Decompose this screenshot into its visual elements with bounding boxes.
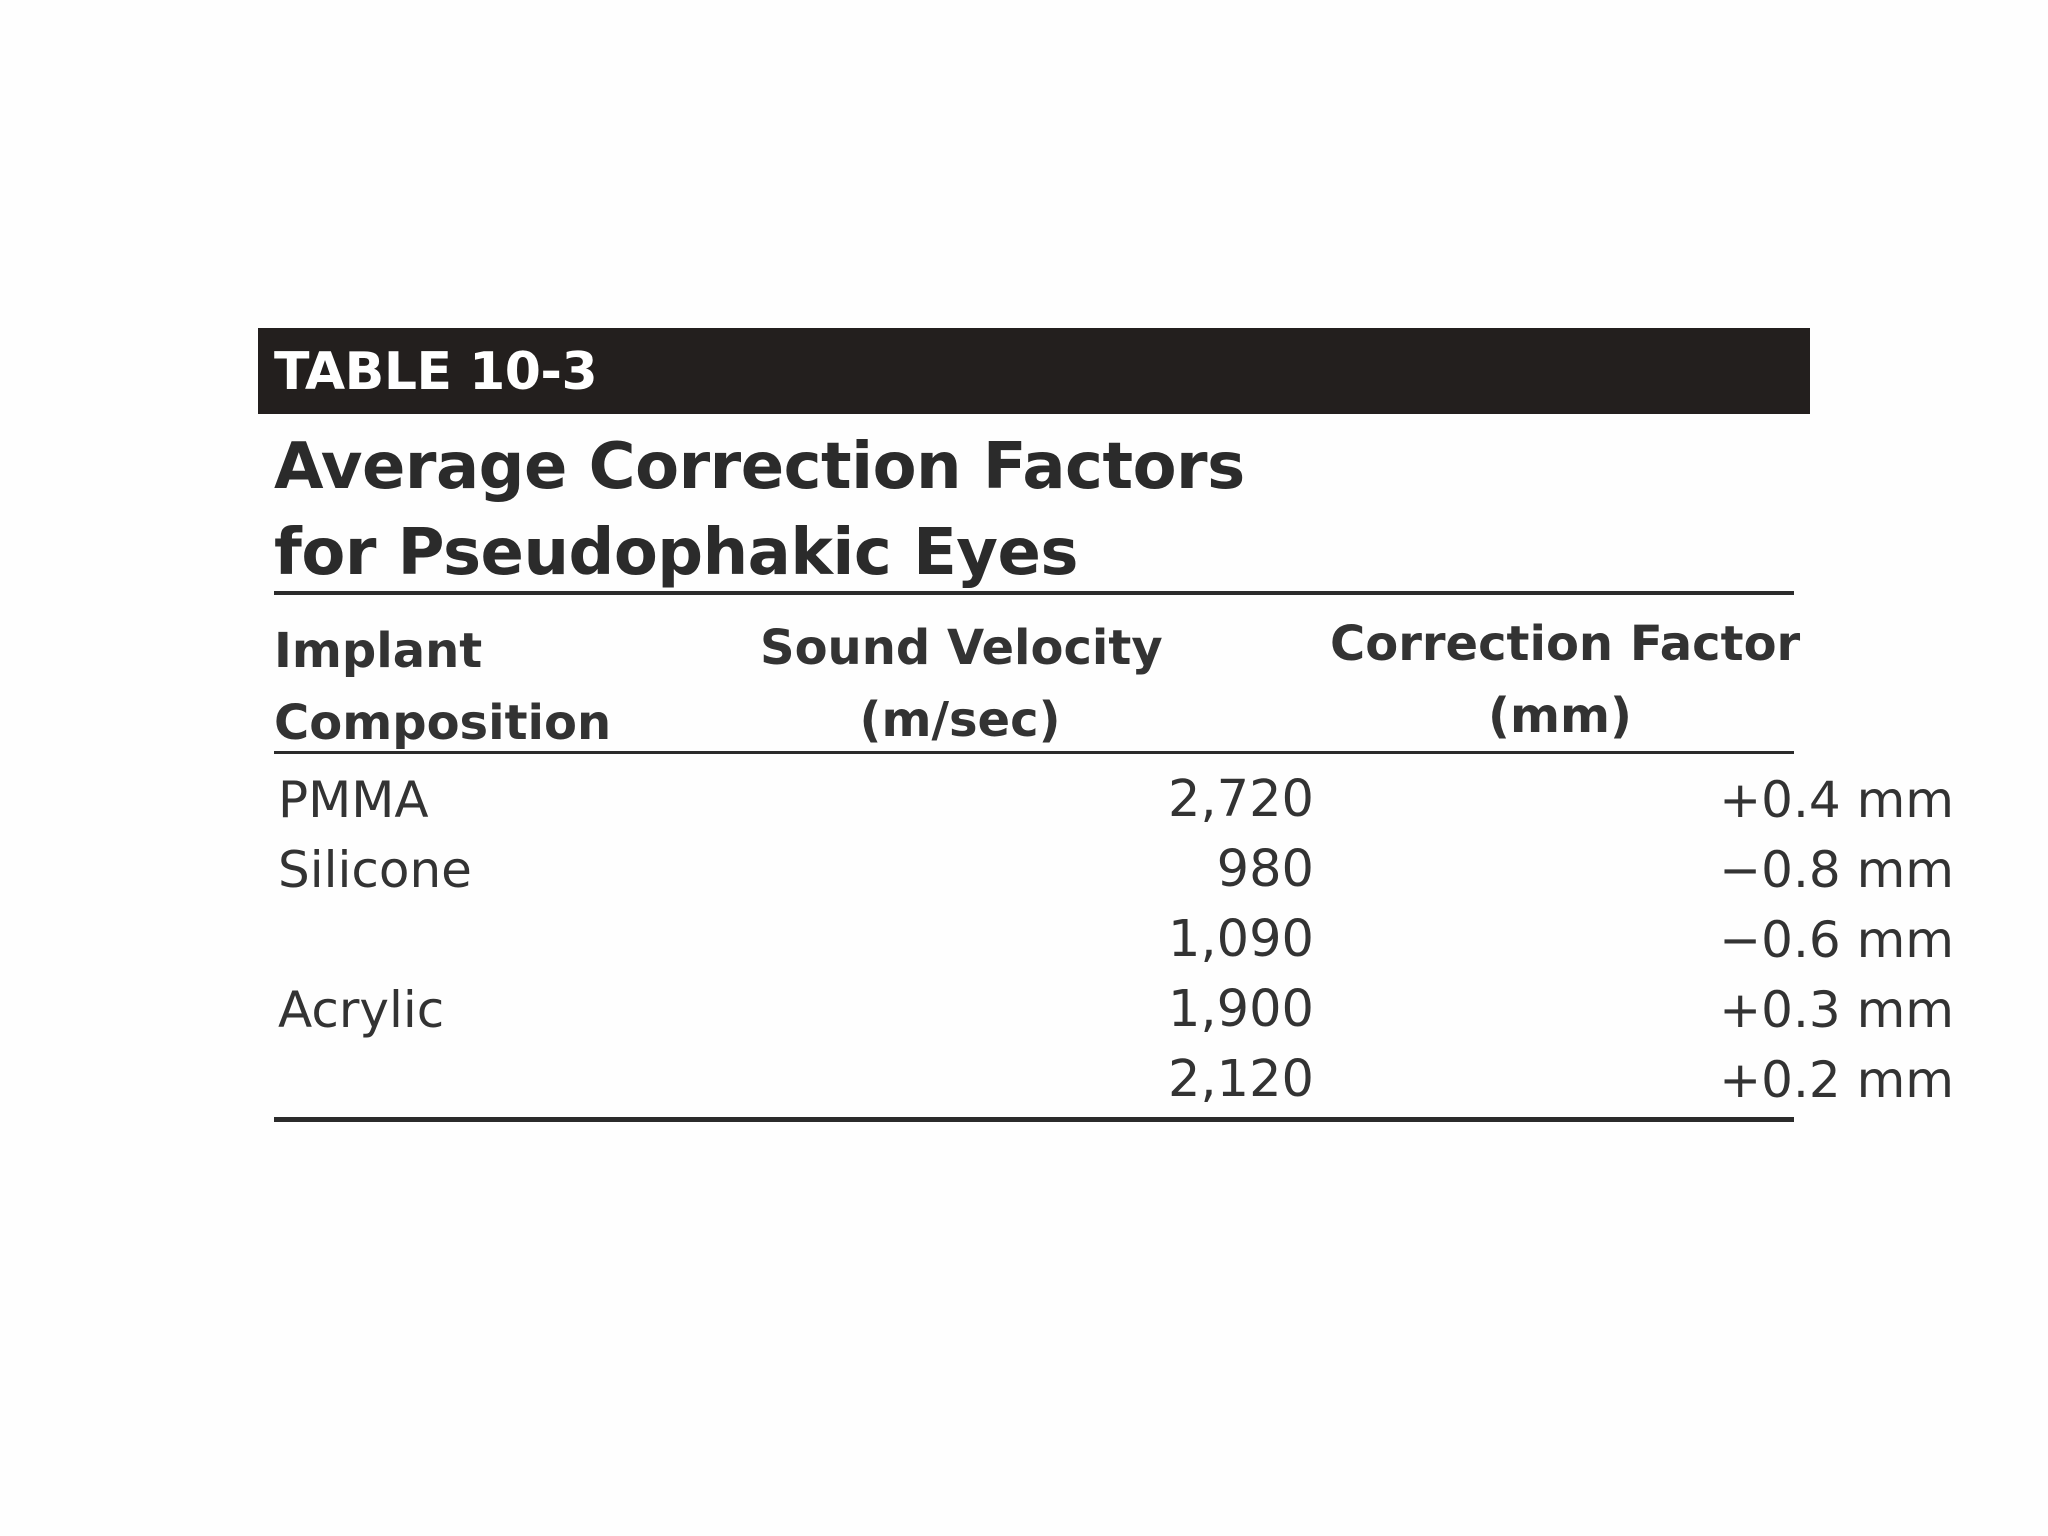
column-header-line: (m/sec) [859,692,1061,748]
table-row [274,835,1954,905]
table-top-rule [274,591,1794,595]
column-header-sound-velocity [760,612,1163,756]
column-header-line: (mm) [1488,688,1632,744]
table-row [274,905,1954,975]
column-header-line: Sound Velocity [760,620,1163,676]
velocity-cell: 1,900 [1167,980,1314,1039]
velocity-cell: 980 [1216,840,1314,899]
composition-cell: Acrylic [278,981,445,1039]
column-header-correction-factor [1330,608,1801,752]
table-title-line-2: for Pseudophakic Eyes [274,516,1078,590]
composition-cell: PMMA [278,771,429,829]
correction-cell: +0.4 mm [1719,771,1954,829]
table-bottom-rule [274,1117,1794,1122]
column-header-line: Implant [274,623,483,679]
table-row [274,765,1954,835]
correction-cell: −0.8 mm [1719,841,1954,899]
composition-cell: Silicone [278,841,472,899]
correction-cell: −0.6 mm [1719,911,1954,969]
velocity-cell: 2,120 [1167,1050,1314,1109]
velocity-cell: 1,090 [1167,910,1314,969]
table-header-rule [274,751,1794,754]
velocity-cell: 2,720 [1167,770,1314,829]
table-title [274,424,1245,596]
column-header-line: Composition [274,695,612,751]
column-header-line: Correction Factor [1330,616,1801,672]
correction-cell: +0.3 mm [1719,981,1954,1039]
table-title-line-1: Average Correction Factors [274,430,1245,504]
column-header-implant-composition [274,615,611,759]
correction-cell: +0.2 mm [1719,1051,1954,1109]
table-row [274,975,1954,1045]
table-body [274,765,1954,1115]
table-row [274,1045,1954,1115]
table-label: TABLE 10-3 [274,342,598,402]
